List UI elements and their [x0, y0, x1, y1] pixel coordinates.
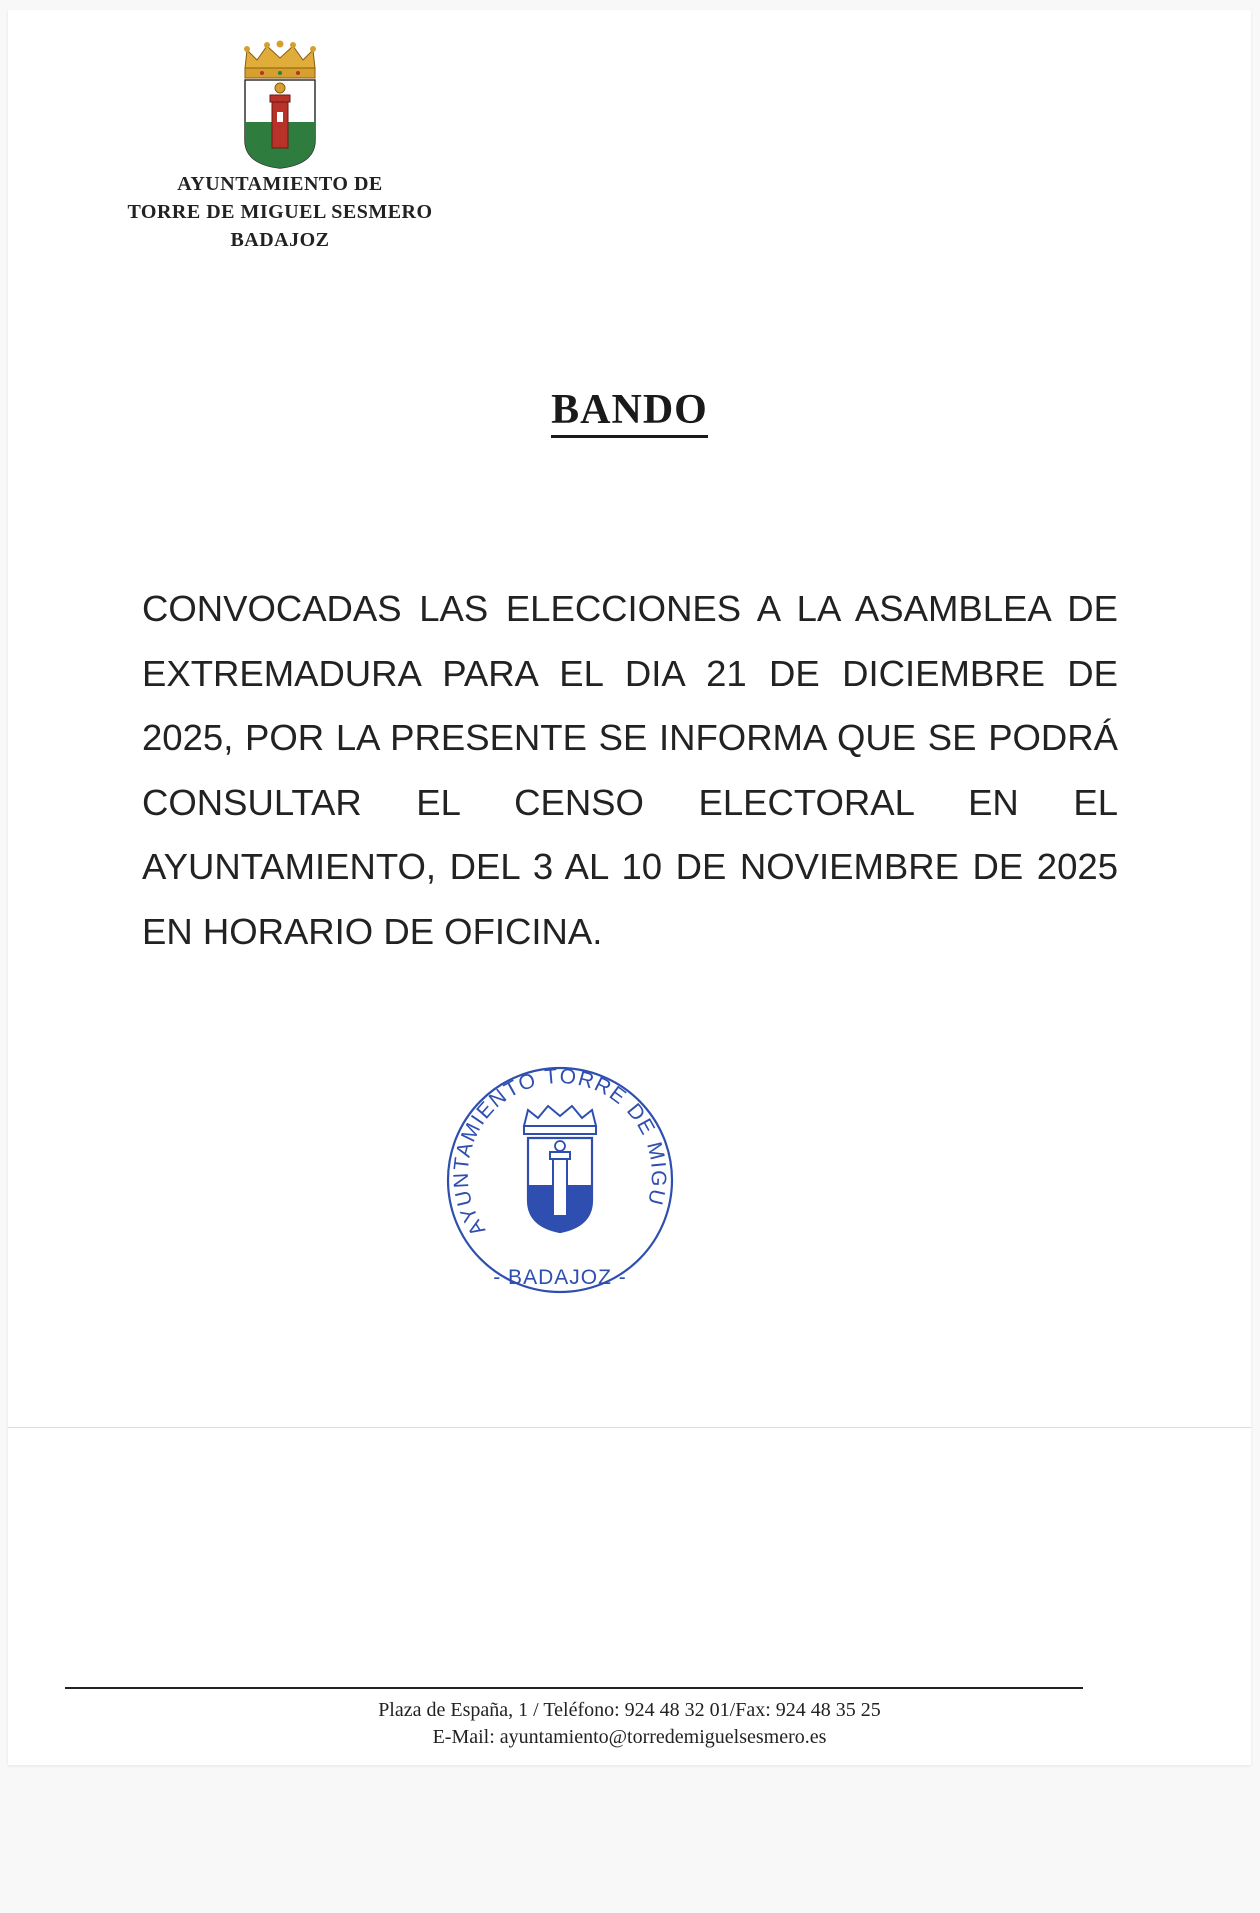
footer-address: Plaza de España, 1 / Teléfono: 924 48 32 01/Fax: 924 48 35 25 — [378, 1699, 881, 1721]
page-divider — [8, 1427, 1251, 1428]
org-name-line-1: AYUNTAMIENTO DE — [177, 173, 383, 195]
seal-bottom-text: - BADAJOZ - — [493, 1266, 627, 1289]
footer-rule — [65, 1687, 1083, 1689]
municipal-coat-of-arms-icon — [235, 40, 325, 170]
seal-coat-of-arms-icon — [524, 1106, 596, 1232]
official-stamp — [440, 1060, 680, 1300]
seal-arc-text: AYUNTAMIENTO TORRE DE MIGU — [449, 1064, 671, 1240]
shield-icon — [245, 80, 315, 168]
document-title — [8, 386, 1251, 434]
org-name-line-2: TORRE DE MIGUEL SESMERO — [127, 201, 433, 223]
crown-icon — [244, 41, 316, 79]
org-name-line-3: BADAJOZ — [230, 229, 330, 251]
document-page — [8, 10, 1251, 1765]
footer-email: E-Mail: ayuntamiento@torredemiguelsesmero.es — [432, 1726, 827, 1748]
footer — [8, 1697, 1251, 1751]
title-text: BANDO — [551, 387, 708, 438]
body-paragraph: CONVOCADAS LAS ELECCIONES A LA ASAMBLEA DE EXTREMADURA PARA EL DIA 21 DE DICIEMBRE DE 2025, POR LA PRESENTE SE INFORMA QUE SE PODRÁ CONSULTAR EL CENSO ELECTORAL EN EL AYUNTAMIENTO, DEL 3 AL 10 DE NOVIEMBRE DE 2025 EN HORARIO DE OFICINA. — [142, 588, 1118, 952]
letterhead — [80, 40, 480, 254]
